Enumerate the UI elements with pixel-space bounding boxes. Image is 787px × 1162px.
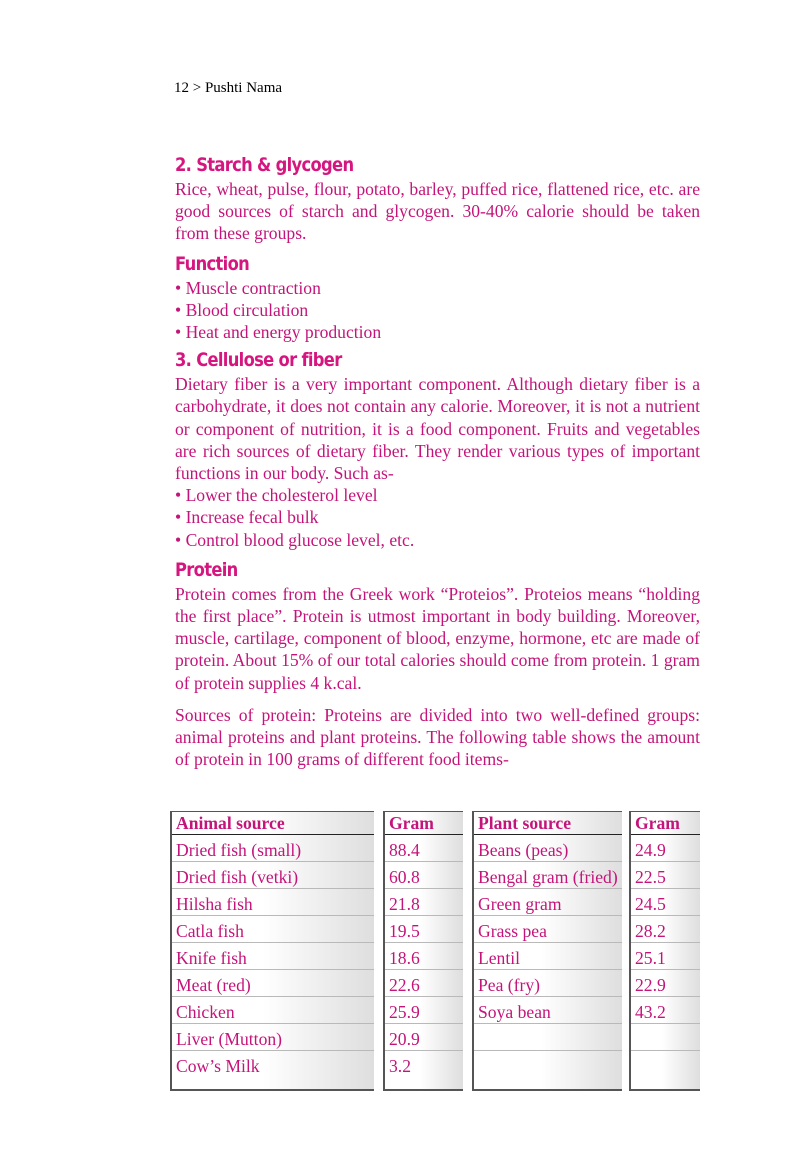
- table-cell: Catla fish: [172, 916, 374, 943]
- table-cell: 88.4: [385, 835, 463, 862]
- table-header-gram: Gram: [631, 811, 700, 835]
- table-cell: Chicken: [172, 997, 374, 1024]
- table-cell: Bengal gram (fried): [474, 862, 622, 889]
- table-cell: [631, 1051, 700, 1077]
- table-cell: 25.9: [385, 997, 463, 1024]
- table-cell: 24.5: [631, 889, 700, 916]
- protein-heading: Protein: [175, 558, 238, 581]
- table-cell: 25.1: [631, 943, 700, 970]
- table-header-animal-source: Animal source: [172, 811, 374, 835]
- table-cell: Soya bean: [474, 997, 622, 1024]
- fiber-heading: 3. Cellulose or fiber: [175, 349, 342, 372]
- protein-sources-body: Sources of protein: Proteins are divided into two well-defined groups: animal proteins and plant proteins. The following table shows the amount of protein in 100 grams of different food items-: [175, 704, 700, 770]
- animal-gram-column: [383, 811, 463, 1091]
- table-cell: 3.2: [389, 1056, 411, 1076]
- table-cell: [631, 1024, 700, 1051]
- list-item: • Lower the cholesterol level: [175, 484, 700, 506]
- protein-body: Protein comes from the Greek work “Proteios”. Proteios means “holding the first place”. Protein is utmost important in body building. Moreover, muscle, cartilage, component of blood, enzyme, hormone, etc are made of protein. About 15% of our total calories should come from protein. 1 gram of protein supplies 4 k.cal.: [175, 583, 700, 693]
- page-content: [175, 152, 700, 770]
- list-item: • Increase fecal bulk: [175, 506, 700, 528]
- table-cell: Pea (fry): [474, 970, 622, 997]
- function-list: [175, 277, 700, 344]
- fiber-body: Dietary fiber is a very important component. Although dietary fiber is a carbohydrate, it does not contain any calorie. Moreover, it is not a nutrient or component of nutrition, it is a food component. Fruits and vegetables are rich sources of dietary fiber. They render various types of important functions in our body. Such as-: [175, 374, 700, 484]
- table-cell: Knife fish: [172, 943, 374, 970]
- table-cell: 22.5: [631, 862, 700, 889]
- plant-gram-column: [629, 811, 700, 1091]
- table-cell: 22.6: [385, 970, 463, 997]
- animal-source-column: [170, 811, 374, 1091]
- table-cell: Dried fish (vetki): [172, 862, 374, 889]
- fiber-list: [175, 484, 700, 551]
- list-item: • Heat and energy production: [175, 321, 700, 343]
- table-cell: 24.9: [631, 835, 700, 862]
- table-header-gram: Gram: [385, 811, 463, 835]
- list-item: • Control blood glucose level, etc.: [175, 529, 700, 551]
- running-head: 12 > Pushti Nama: [174, 80, 283, 96]
- plant-source-column: [472, 811, 622, 1091]
- function-heading: Function: [175, 252, 250, 275]
- table-cell: 28.2: [631, 916, 700, 943]
- list-item: • Blood circulation: [175, 299, 700, 321]
- table-cell: 18.6: [385, 943, 463, 970]
- starch-heading: 2. Starch & glycogen: [175, 154, 354, 176]
- list-item: • Muscle contraction: [175, 277, 700, 299]
- table-cell: Lentil: [474, 943, 622, 970]
- starch-body: Rice, wheat, pulse, flour, potato, barley, puffed rice, flattened rice, etc. are good sources of starch and glycogen. 30-40% calorie should be taken from these groups.: [175, 179, 700, 244]
- table-cell: Hilsha fish: [172, 889, 374, 916]
- table-cell: 60.8: [385, 862, 463, 889]
- table-cell: 43.2: [631, 997, 700, 1024]
- table-cell: Grass pea: [474, 916, 622, 943]
- table-cell: Liver (Mutton): [172, 1024, 374, 1051]
- table-cell: Cow’s Milk: [176, 1056, 260, 1076]
- protein-table: [170, 811, 700, 1090]
- table-cell: 20.9: [385, 1024, 463, 1051]
- table-cell: [474, 1051, 622, 1077]
- table-cell: [474, 1024, 622, 1051]
- table-cell: Beans (peas): [474, 835, 622, 862]
- table-cell: Green gram: [474, 889, 622, 916]
- table-cell: 21.8: [385, 889, 463, 916]
- table-cell: Dried fish (small): [172, 835, 374, 862]
- table-cell: 19.5: [385, 916, 463, 943]
- table-cell: Meat (red): [172, 970, 374, 997]
- table-header-plant-source: Plant source: [474, 811, 622, 835]
- table-cell: 22.9: [631, 970, 700, 997]
